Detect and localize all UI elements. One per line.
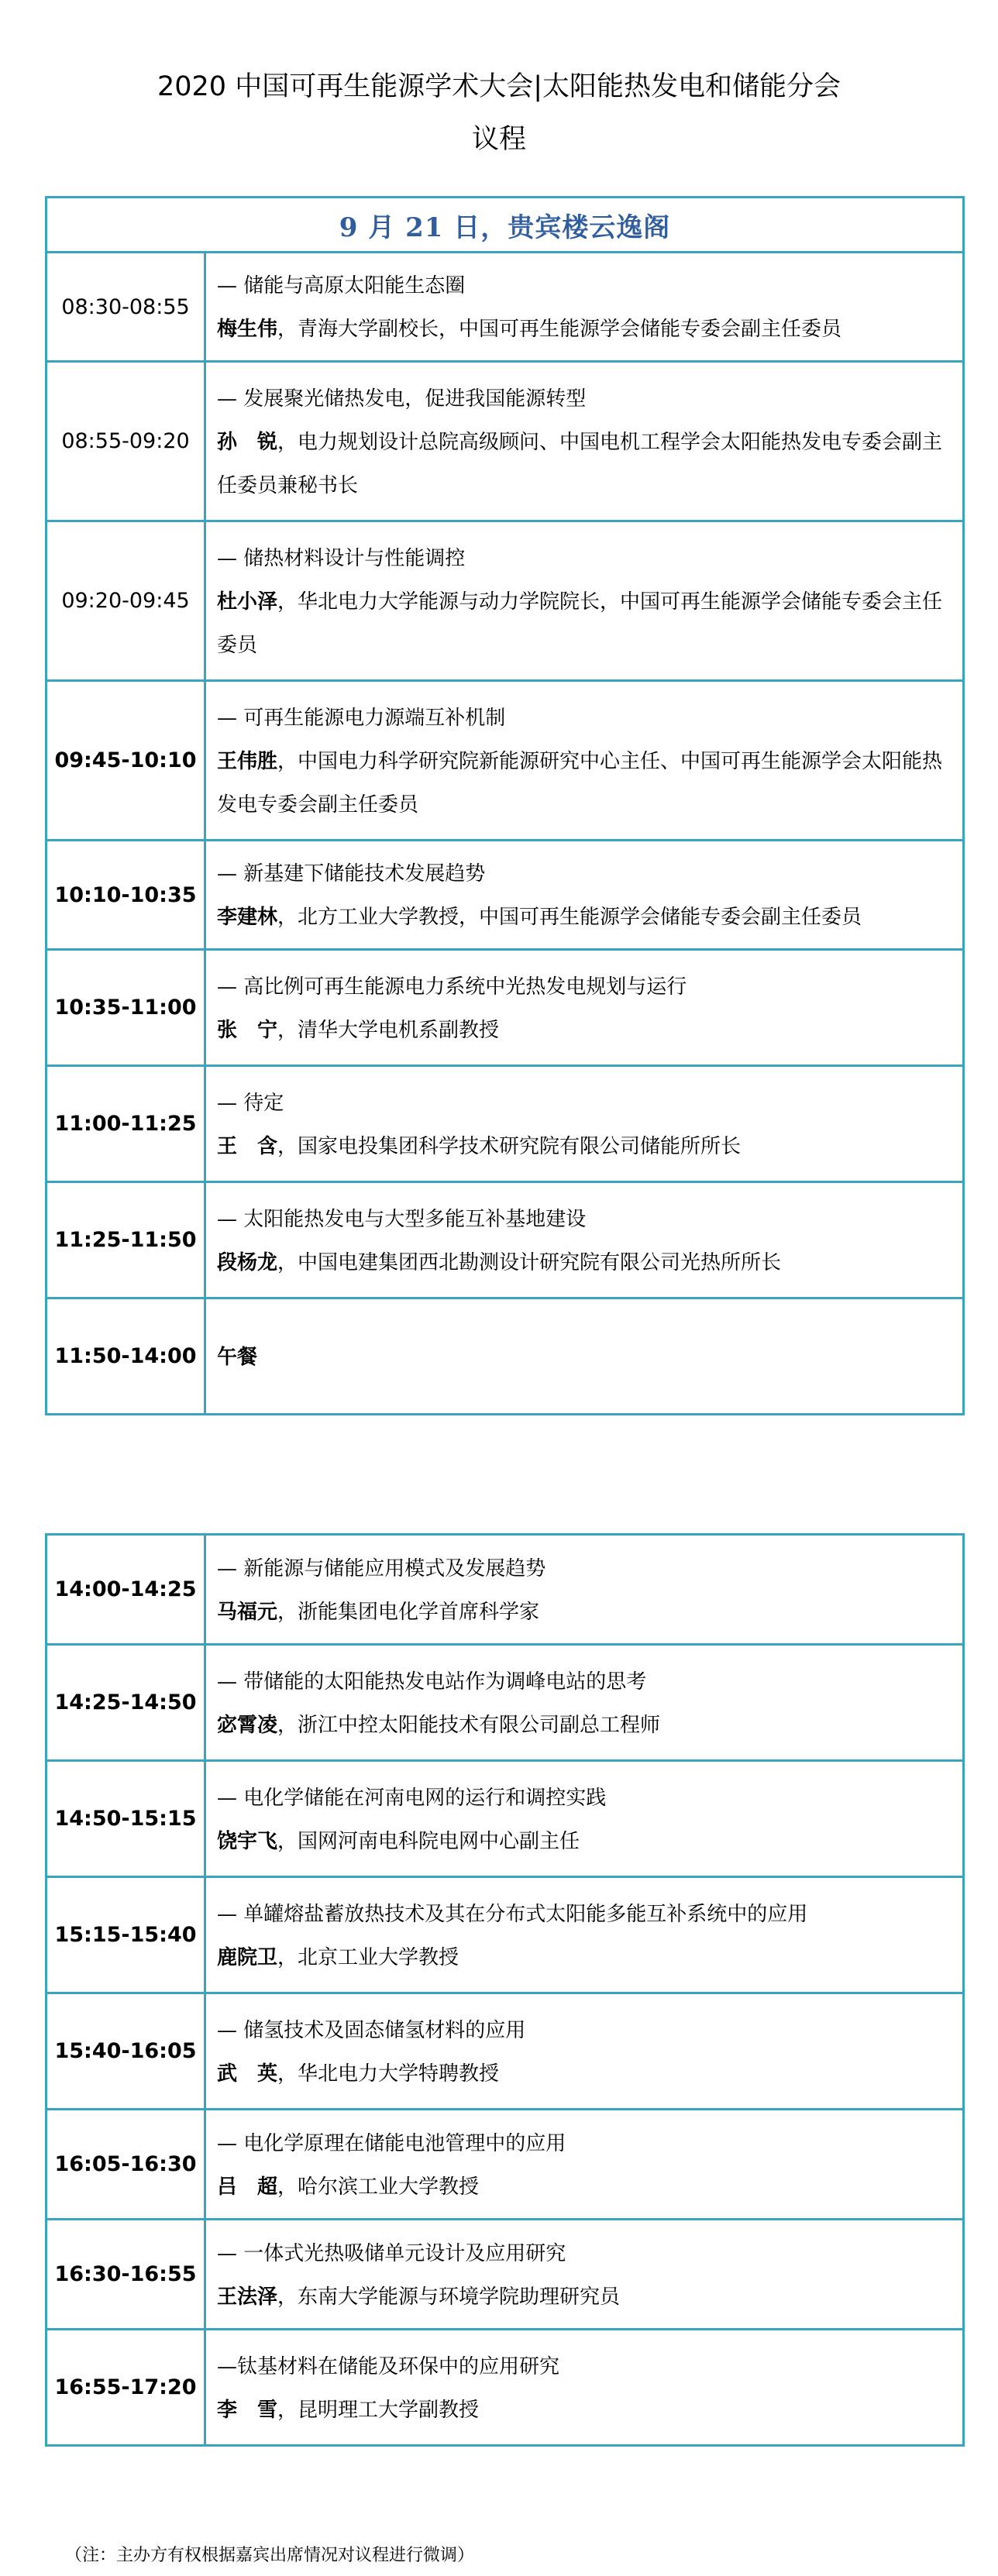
session-time: 09:20-09:45 [46, 521, 205, 681]
session-speaker [217, 2052, 953, 2096]
session-row [46, 950, 964, 1066]
session-row [46, 2330, 964, 2446]
session-topic: — 带储能的太阳能热发电站作为调峰电站的思考 [217, 1670, 647, 1694]
session-topic: — 储能与高原太阳能生态圈 [217, 274, 466, 297]
speaker-affiliation: ，华北电力大学特聘教授 [277, 2062, 500, 2086]
session-row [46, 1877, 964, 1993]
session-topic: — 新基建下储能技术发展趋势 [217, 862, 486, 886]
speaker-affiliation: ，国网河南电科院电网中心副主任 [277, 1829, 580, 1853]
speaker-name: 段杨龙 [217, 1250, 278, 1274]
speaker-name: 梅生伟 [217, 318, 278, 341]
session-row [46, 1066, 964, 1182]
speaker-affiliation: ，北京工业大学教授 [277, 1945, 459, 1969]
lunch-row [46, 1298, 964, 1415]
agenda-table-afternoon [45, 1533, 965, 2447]
session-time: 11:00-11:25 [46, 1066, 205, 1182]
day-header: 9 月 21 日，贵宾楼云逸阁 [46, 198, 964, 253]
speaker-affiliation: ，中国电建集团西北勘测设计研究院有限公司光热所所长 [277, 1250, 782, 1274]
session-details [205, 253, 964, 362]
speaker-name: 武 英 [217, 2062, 278, 2086]
session-details [205, 1993, 964, 2110]
speaker-name: 吕 超 [217, 2175, 278, 2199]
session-topic: —钛基材料在储能及环保中的应用研究 [217, 2354, 560, 2378]
session-row [46, 681, 964, 841]
speaker-name: 饶宇飞 [217, 1829, 278, 1853]
session-time: 09:45-10:10 [46, 681, 205, 841]
speaker-affiliation: ，华北电力大学能源与动力学院院长，中国可再生能源学会储能专委会主任委员 [217, 590, 943, 657]
session-speaker [217, 580, 953, 667]
session-time: 15:40-16:05 [46, 1993, 205, 2110]
session-speaker [217, 1591, 953, 1634]
session-row [46, 2220, 964, 2330]
session-topic: — 高比例可再生能源电力系统中光热发电规划与运行 [217, 975, 687, 999]
page-subtitle: 议程 [471, 124, 526, 155]
session-topic: — 单罐熔盐蓄放热技术及其在分布式太阳能多能互补系统中的应用 [217, 1902, 808, 1926]
speaker-affiliation: ，青海大学副校长，中国可再生能源学会储能专委会副主任委员 [277, 318, 842, 341]
agenda-table-morning [45, 196, 965, 1415]
session-speaker [217, 421, 953, 507]
session-speaker [217, 2165, 953, 2209]
speaker-name: 孙 锐 [217, 430, 278, 454]
session-details [205, 2330, 964, 2446]
session-details [205, 1877, 964, 1993]
session-time: 11:25-11:50 [46, 1182, 205, 1298]
session-topic: — 发展聚光储热发电，促进我国能源转型 [217, 387, 587, 411]
day-header-row [46, 198, 964, 253]
session-speaker [217, 308, 953, 351]
session-speaker [217, 1820, 953, 1863]
session-topic: — 一体式光热吸储单元设计及应用研究 [217, 2241, 566, 2265]
session-details [205, 1645, 964, 1761]
speaker-affiliation: ，电力规划设计总院高级顾问、中国电机工程学会太阳能热发电专委会副主任委员兼秘书长 [217, 430, 943, 497]
speaker-affiliation: ，清华大学电机系副教授 [277, 1018, 500, 1042]
session-topic: — 可再生能源电力源端互补机制 [217, 706, 506, 730]
speaker-name: 李 雪 [217, 2398, 278, 2422]
session-time: 10:35-11:00 [46, 950, 205, 1066]
session-row [46, 2110, 964, 2220]
session-speaker [217, 1125, 953, 1168]
speaker-name: 李建林 [217, 906, 278, 929]
session-speaker [217, 896, 953, 939]
session-details [205, 841, 964, 950]
session-details [205, 2220, 964, 2330]
session-time: 14:50-15:15 [46, 1761, 205, 1877]
footnote: （注：主办方有权根据嘉宾出席情况对议程进行微调） [65, 2546, 475, 2565]
session-row [46, 841, 964, 950]
session-row [46, 1645, 964, 1761]
session-topic: — 电化学原理在储能电池管理中的应用 [217, 2131, 566, 2155]
session-topic: — 待定 [217, 1091, 284, 1115]
lunch-label: 午餐 [205, 1298, 964, 1415]
session-row [46, 521, 964, 681]
session-time: 14:25-14:50 [46, 1645, 205, 1761]
speaker-affiliation: ，北方工业大学教授，中国可再生能源学会储能专委会副主任委员 [277, 906, 862, 929]
session-time: 08:30-08:55 [46, 253, 205, 362]
speaker-name: 张 宁 [217, 1018, 278, 1042]
speaker-affiliation: ，浙能集团电化学首席科学家 [277, 1600, 540, 1624]
session-topic: — 太阳能热发电与大型多能互补基地建设 [217, 1207, 587, 1231]
session-topic: — 电化学储能在河南电网的运行和调控实践 [217, 1786, 607, 1810]
speaker-affiliation: ，浙江中控太阳能技术有限公司副总工程师 [277, 1713, 661, 1737]
session-time: 08:55-09:20 [46, 362, 205, 521]
session-speaker [217, 1936, 953, 1979]
session-time: 15:15-15:40 [46, 1877, 205, 1993]
speaker-name: 王 含 [217, 1134, 278, 1158]
session-details [205, 362, 964, 521]
session-row [46, 1761, 964, 1877]
session-time: 16:30-16:55 [46, 2220, 205, 2330]
session-details [205, 1182, 964, 1298]
session-row [46, 362, 964, 521]
session-details [205, 950, 964, 1066]
session-speaker [217, 2389, 953, 2432]
speaker-affiliation: ，中国电力科学研究院新能源研究中心主任、中国可再生能源学会太阳能热发电专委会副主任委员 [217, 749, 943, 817]
speaker-name: 马福元 [217, 1600, 278, 1624]
session-row [46, 1182, 964, 1298]
session-speaker [217, 740, 953, 827]
lunch-time: 11:50-14:00 [46, 1298, 205, 1415]
session-row [46, 1535, 964, 1645]
session-speaker [217, 1241, 953, 1285]
session-topic: — 储热材料设计与性能调控 [217, 546, 466, 570]
speaker-affiliation: ，国家电投集团科学技术研究院有限公司储能所所长 [277, 1134, 742, 1158]
speaker-name: 杜小泽 [217, 590, 278, 614]
session-time: 10:10-10:35 [46, 841, 205, 950]
session-time: 16:55-17:20 [46, 2330, 205, 2446]
session-speaker [217, 1009, 953, 1052]
session-details [205, 521, 964, 681]
session-details [205, 681, 964, 841]
session-topic: — 新能源与储能应用模式及发展趋势 [217, 1556, 546, 1580]
page-title: 2020 中国可再生能源学术大会|太阳能热发电和储能分会 [157, 71, 841, 102]
session-speaker [217, 2275, 953, 2319]
session-details [205, 1761, 964, 1877]
session-details [205, 1535, 964, 1645]
session-details [205, 2110, 964, 2220]
session-details [205, 1066, 964, 1182]
speaker-affiliation: ，哈尔滨工业大学教授 [277, 2175, 480, 2199]
session-time: 14:00-14:25 [46, 1535, 205, 1645]
session-speaker [217, 1704, 953, 1747]
speaker-name: 王法泽 [217, 2285, 278, 2309]
session-time: 16:05-16:30 [46, 2110, 205, 2220]
session-row [46, 1993, 964, 2110]
session-topic: — 储氢技术及固态储氢材料的应用 [217, 2018, 526, 2042]
speaker-name: 宓霄凌 [217, 1713, 278, 1737]
speaker-affiliation: ，昆明理工大学副教授 [277, 2398, 480, 2422]
speaker-name: 王伟胜 [217, 749, 278, 773]
speaker-name: 鹿院卫 [217, 1945, 278, 1969]
speaker-affiliation: ，东南大学能源与环境学院助理研究员 [277, 2285, 621, 2309]
session-row [46, 253, 964, 362]
